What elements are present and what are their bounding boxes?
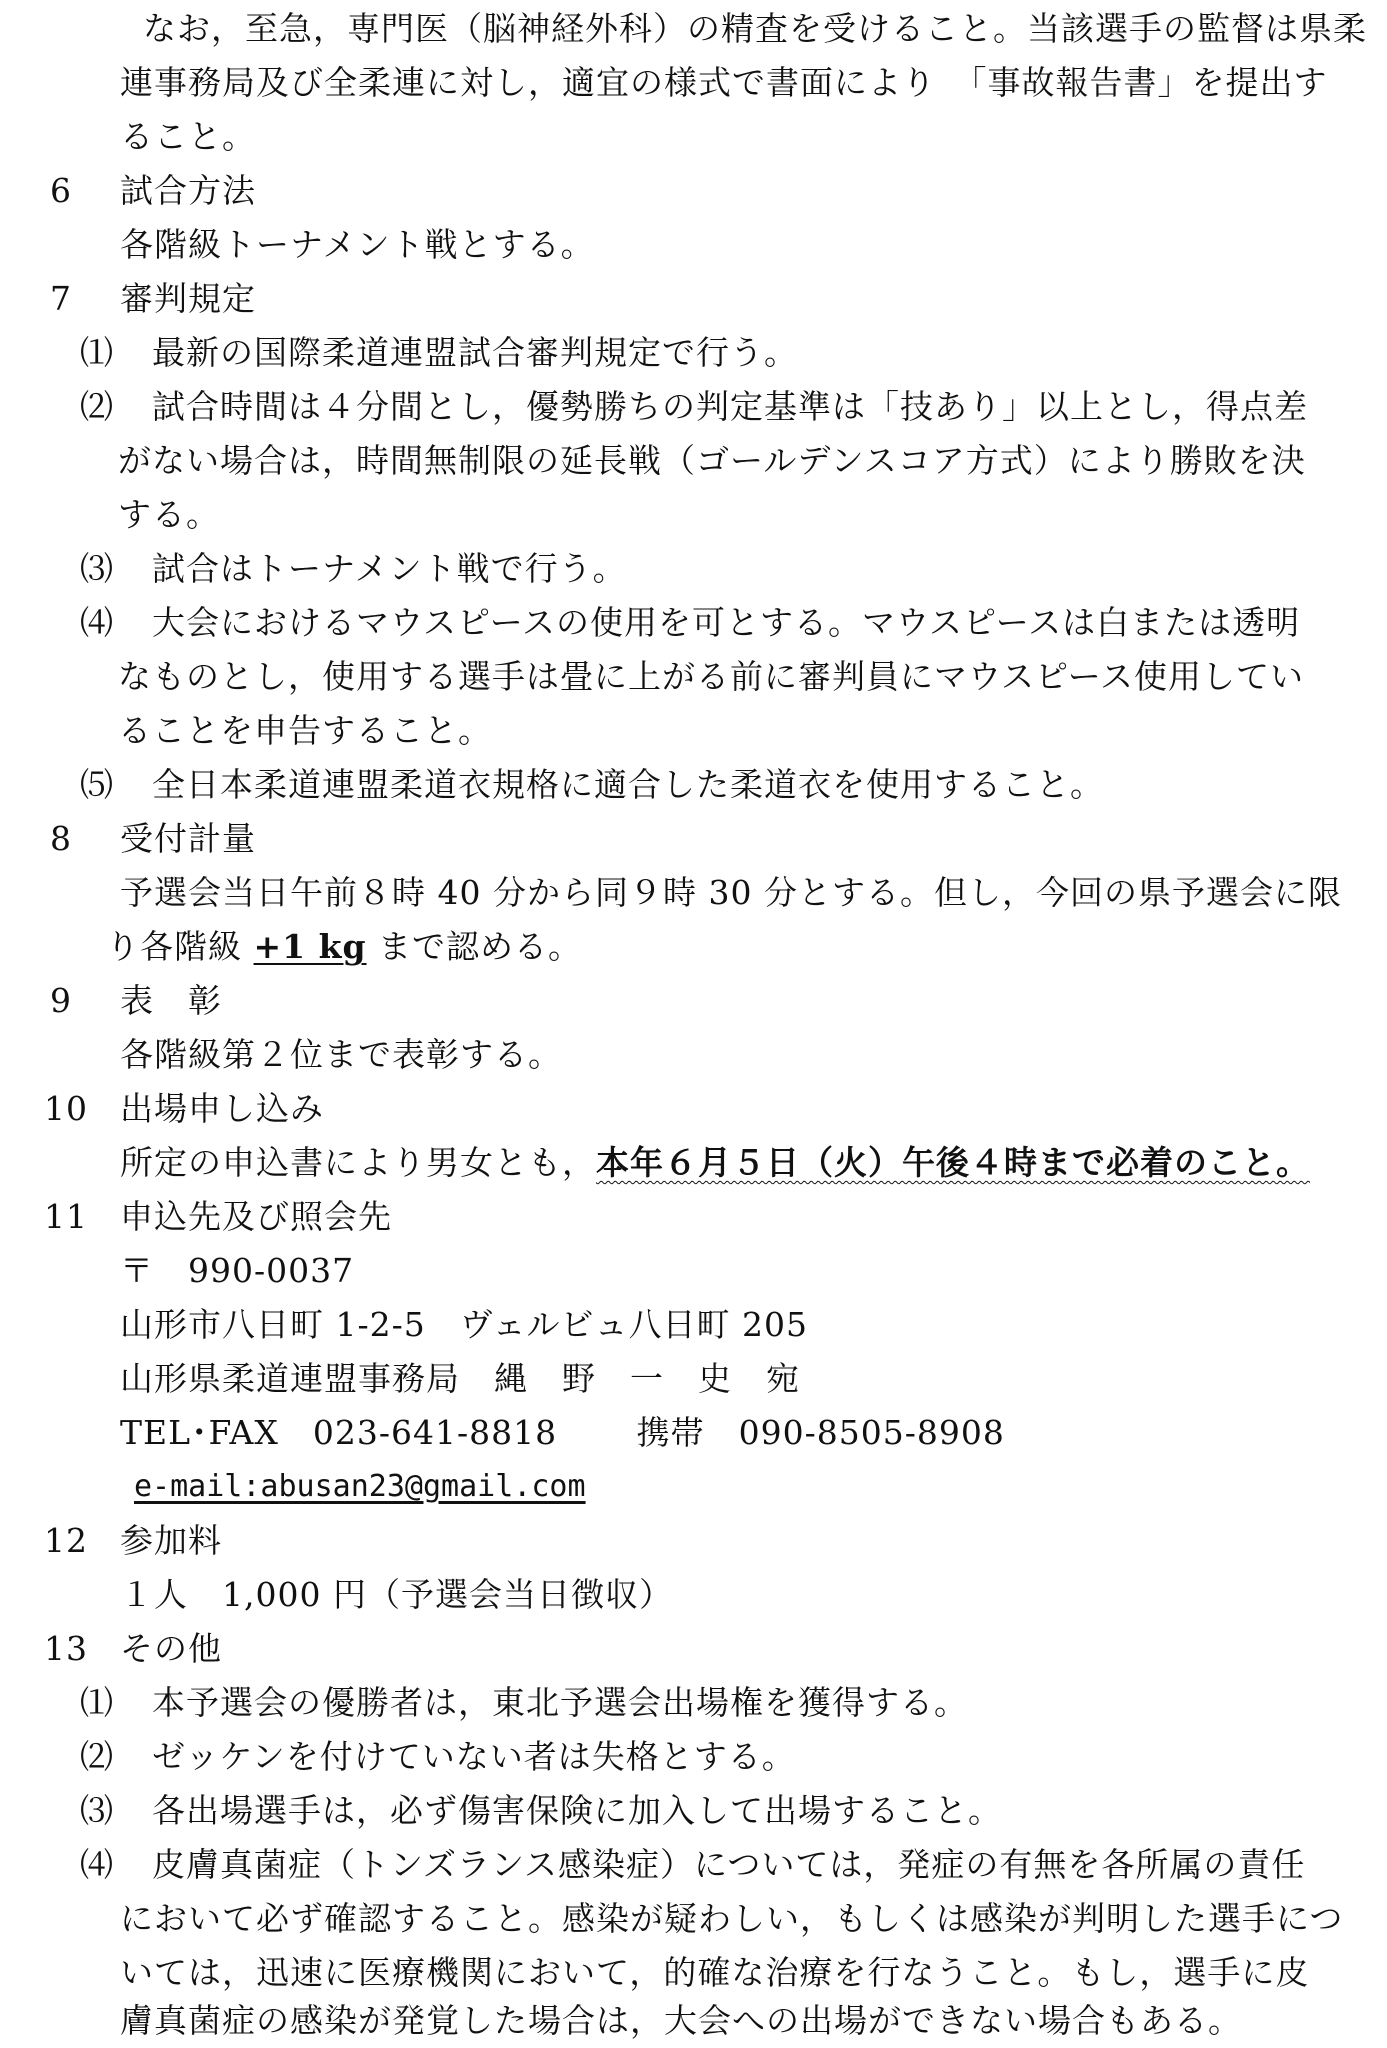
item-text: なものとし，使用する選手は畳に上がる前に審判員にマウスピース使用してい	[118, 657, 1305, 696]
tel-line	[0, 1406, 1387, 1460]
section-body-text	[106, 920, 582, 974]
office-name: 山形県柔道連盟事務局 縄 野 一 史 宛	[120, 1359, 800, 1398]
section-12-heading	[0, 1514, 1387, 1568]
s7-item-2	[0, 380, 1387, 434]
tel-fax: TEL･FAX 023-641-8818 携帯 090-8505-8908	[120, 1413, 1005, 1452]
section-title: その他	[120, 1629, 222, 1668]
s7-item-3	[0, 542, 1387, 596]
s13-item-3	[0, 1784, 1387, 1838]
postal-code: 〒 990-0037	[120, 1251, 355, 1290]
section-title: 受付計量	[120, 819, 256, 858]
section-6-body	[0, 218, 1387, 272]
email-line	[0, 1460, 1387, 1514]
section-10-heading	[0, 1082, 1387, 1136]
section-number: 12	[44, 1521, 88, 1560]
deadline-text-pre: 所定の申込書により男女とも，	[120, 1143, 596, 1182]
item-mark: ⑸	[80, 765, 114, 804]
section-body-text	[120, 1136, 1310, 1190]
intro-text-3: ること。	[120, 117, 256, 156]
section-body-text: 各階級トーナメント戦とする。	[120, 225, 595, 264]
item-mark: ⑵	[80, 387, 114, 426]
item-text: 大会におけるマウスピースの使用を可とする。マウスピースは白または透明	[152, 603, 1301, 642]
s7-item-4-cont-1	[0, 650, 1387, 704]
s7-item-5	[0, 758, 1387, 812]
item-text: において必ず確認すること。感染が疑わしい，もしくは感染が判明した選手につ	[120, 1899, 1344, 1938]
section-number: 6	[50, 171, 72, 210]
section-number: 13	[44, 1629, 88, 1668]
item-text: 全日本柔道連盟柔道衣規格に適合した柔道衣を使用すること。	[152, 765, 1104, 804]
intro-line-2	[0, 56, 1387, 110]
s13-item-4	[0, 1838, 1387, 1892]
intro-line-3	[0, 110, 1387, 164]
item-text: がない場合は，時間無制限の延長戦（ゴールデンスコア方式）により勝敗を決	[118, 441, 1306, 480]
item-text: 試合時間は４分間とし，優勢勝ちの判定基準は「技あり」以上とし，得点差	[152, 387, 1308, 426]
section-number: 11	[44, 1197, 88, 1236]
s7-item-4-cont-2	[0, 704, 1387, 758]
intro-text-2: 連事務局及び全柔連に対し，適宜の様式で書面により 「事故報告書」を提出す	[120, 63, 1328, 102]
postal-code-line	[0, 1244, 1387, 1298]
item-text: する。	[118, 495, 220, 534]
weight-text-pre: り各階級	[106, 927, 242, 966]
s7-item-2-cont-2	[0, 488, 1387, 542]
item-text: 本予選会の優勝者は，東北予選会出場権を獲得する。	[152, 1683, 968, 1722]
item-mark: ⑴	[80, 333, 114, 372]
section-title: 表 彰	[120, 981, 222, 1020]
section-title: 試合方法	[120, 171, 256, 210]
s7-item-1	[0, 326, 1387, 380]
section-title: 審判規定	[120, 279, 256, 318]
office-line	[0, 1352, 1387, 1406]
item-mark: ⑷	[80, 1845, 114, 1884]
s13-item-4-cont-3	[0, 1994, 1387, 2048]
weight-allowance: +1 kg	[253, 927, 367, 966]
s13-item-4-cont-2	[0, 1946, 1387, 2000]
item-text: ゼッケンを付けていない者は失格とする。	[152, 1737, 796, 1776]
item-text: 試合はトーナメント戦で行う。	[152, 549, 627, 588]
section-11-heading	[0, 1190, 1387, 1244]
section-title: 出場申し込み	[120, 1089, 324, 1128]
section-8-body-1	[0, 866, 1387, 920]
item-mark: ⑶	[80, 549, 114, 588]
section-6-heading	[0, 164, 1387, 218]
section-number: 7	[50, 279, 72, 318]
item-mark: ⑷	[80, 603, 114, 642]
address: 山形市八日町 1-2-5 ヴェルビュ八日町 205	[120, 1305, 808, 1344]
email-link[interactable]: e-mail:abusan23@gmail.com	[134, 1469, 586, 1504]
item-mark: ⑵	[80, 1737, 114, 1776]
section-title: 申込先及び照会先	[120, 1197, 392, 1236]
item-mark: ⑶	[80, 1791, 114, 1830]
section-12-body	[0, 1568, 1387, 1622]
address-line	[0, 1298, 1387, 1352]
section-9-body	[0, 1028, 1387, 1082]
section-number: 9	[50, 981, 72, 1020]
section-7-heading	[0, 272, 1387, 326]
section-10-body	[0, 1136, 1387, 1190]
section-8-body-2	[0, 920, 1387, 974]
section-body-text: 予選会当日午前８時 40 分から同９時 30 分とする。但し，今回の県予選会に限	[120, 873, 1342, 912]
intro-text-1: なお，至急，専門医（脳神経外科）の精査を受けること。当該選手の監督は県柔	[143, 9, 1367, 48]
deadline-text: 本年６月５日（火）午後４時まで必着のこと。	[596, 1143, 1310, 1182]
section-9-heading	[0, 974, 1387, 1028]
item-text: いては，迅速に医療機関において，的確な治療を行なうこと。もし，選手に皮	[120, 1953, 1310, 1992]
s13-item-4-cont-1	[0, 1892, 1387, 1946]
section-8-heading	[0, 812, 1387, 866]
s13-item-2	[0, 1730, 1387, 1784]
item-text: 各出場選手は，必ず傷害保険に加入して出場すること。	[152, 1791, 1002, 1830]
s13-item-1	[0, 1676, 1387, 1730]
section-number: 8	[50, 819, 72, 858]
weight-text-post: まで認める。	[378, 927, 583, 966]
section-number: 10	[44, 1089, 88, 1128]
section-13-heading	[0, 1622, 1387, 1676]
item-text: 皮膚真菌症（トンズランス感染症）については，発症の有無を各所属の責任	[152, 1845, 1306, 1884]
section-body-text: 各階級第２位まで表彰する。	[120, 1035, 562, 1074]
section-title: 参加料	[120, 1521, 222, 1560]
s7-item-2-cont-1	[0, 434, 1387, 488]
item-mark: ⑴	[80, 1683, 114, 1722]
s7-item-4	[0, 596, 1387, 650]
intro-line-1	[0, 2, 1387, 56]
item-text: ることを申告すること。	[118, 711, 492, 750]
item-text: 最新の国際柔道連盟試合審判規定で行う。	[152, 333, 798, 372]
section-body-text: １人 1,000 円（予選会当日徴収）	[120, 1575, 673, 1614]
item-text: 膚真菌症の感染が発覚した場合は，大会への出場ができない場合もある。	[120, 2001, 1242, 2040]
